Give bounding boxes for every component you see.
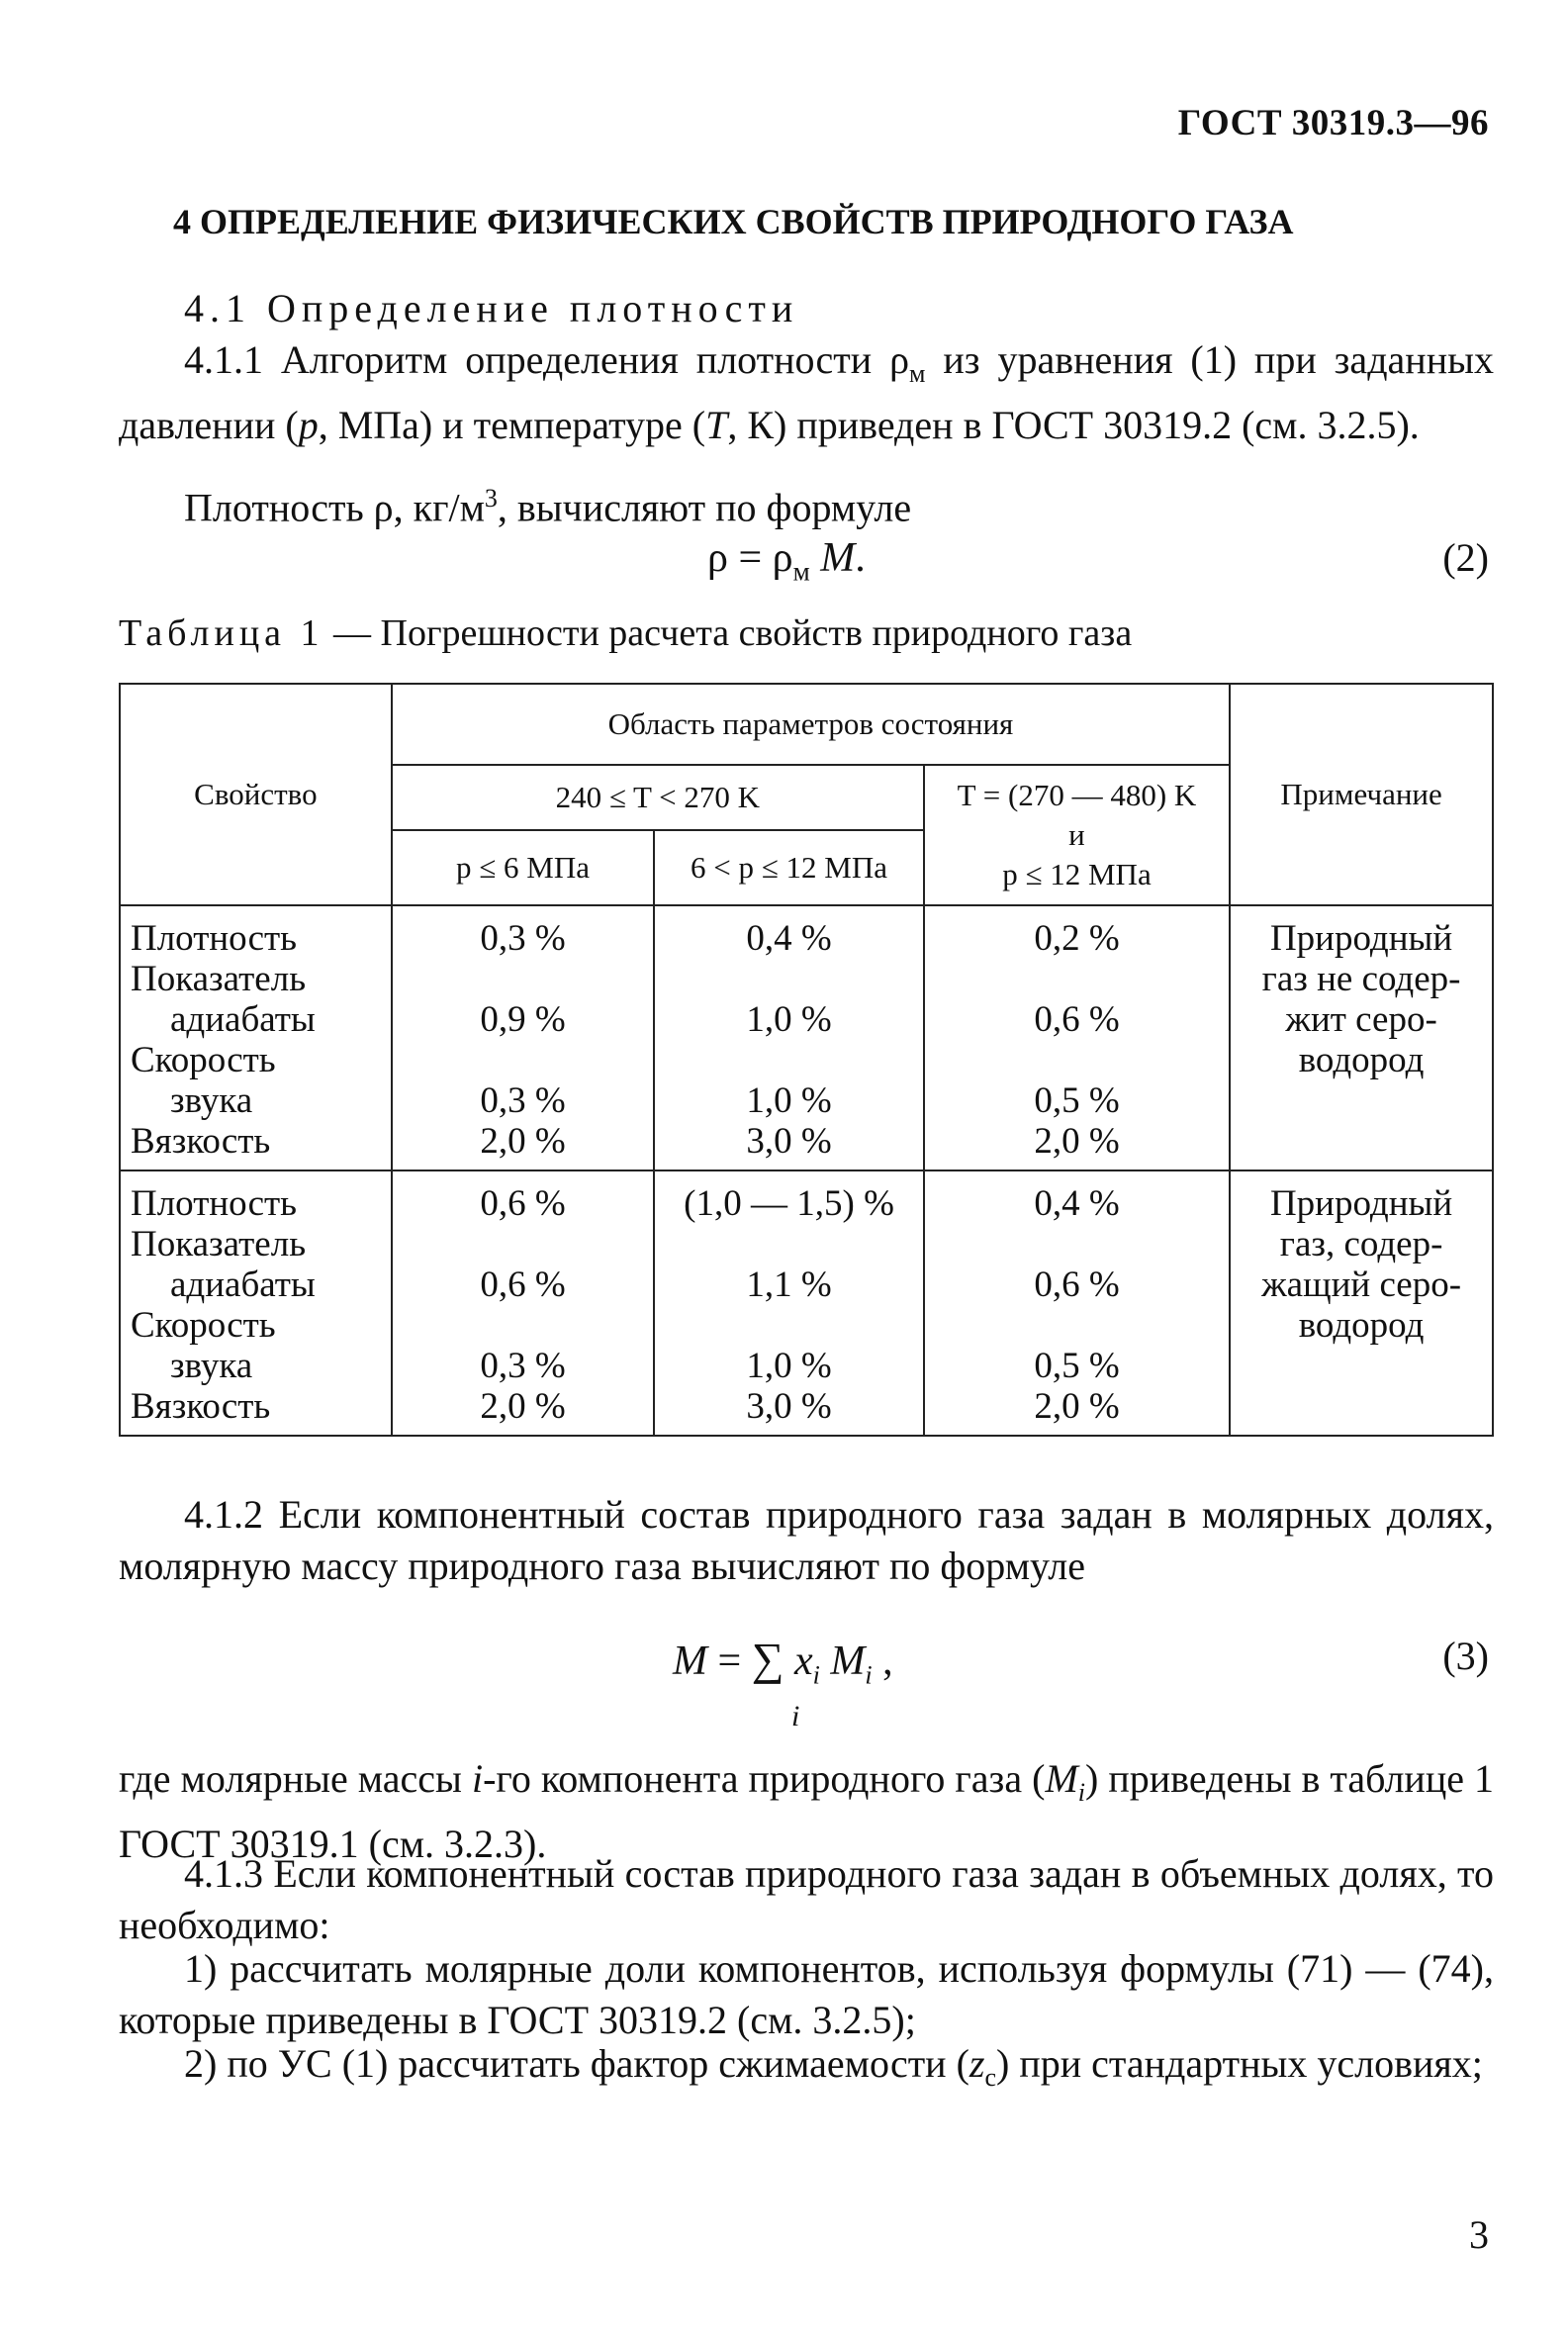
- value-cell: [393, 1305, 654, 1346]
- values-col1: [392, 1170, 655, 1436]
- formula3-index: i: [812, 1660, 820, 1690]
- density-text: Плотность ρ, кг/м: [184, 485, 485, 530]
- value-cell: [393, 1224, 654, 1264]
- header-range2: [924, 765, 1230, 905]
- property-name: Скорость: [131, 1040, 276, 1080]
- where-var: i: [471, 1756, 484, 1801]
- value-cell: 0,6 %: [1034, 1264, 1120, 1305]
- value-cell: [925, 959, 1229, 999]
- formula3-var: M: [830, 1638, 866, 1684]
- value-cell: 0,3 %: [480, 1346, 566, 1386]
- property-names: [120, 905, 392, 1170]
- page-number: 3: [1469, 2212, 1489, 2257]
- value-cell: [655, 1224, 922, 1264]
- value-cell: 2,0 %: [480, 1386, 566, 1427]
- paragraph-density: [119, 473, 1494, 533]
- value-cell: [925, 1305, 1229, 1346]
- table-caption-text: — Погрешности расчета свойств природного газа: [323, 612, 1133, 654]
- note-cell: [1230, 1170, 1493, 1436]
- p411-var-p: p: [298, 403, 319, 447]
- values-col2: [654, 1170, 923, 1436]
- value-cell: 1,0 %: [746, 1080, 832, 1121]
- value-cell: [655, 1305, 922, 1346]
- note-cell: [1230, 905, 1493, 1170]
- note-line: водород: [1298, 1040, 1425, 1080]
- paragraph-4-1-1: [119, 334, 1494, 451]
- p411-part: из уравнения (1) при заданных давлении (: [119, 337, 1494, 447]
- formula2-var: M: [820, 535, 856, 581]
- value-cell: [925, 1224, 1229, 1264]
- value-cell: 0,4 %: [1034, 1183, 1120, 1224]
- density-text: , вычисляют по формуле: [497, 485, 912, 530]
- property-name: Скорость: [131, 1305, 276, 1346]
- where-text: ) приведены в таблице 1 ГОСТ 30319.1 (см. 3.2.3).: [119, 1756, 1495, 1866]
- note-line: газ не содер-: [1261, 959, 1461, 999]
- formula2-part: .: [855, 535, 866, 581]
- value-cell: [655, 1040, 922, 1080]
- value-cell: 0,9 %: [480, 999, 566, 1040]
- formula-3: [673, 1633, 893, 1690]
- property-names: [120, 1170, 392, 1436]
- note-line: газ, содер-: [1279, 1224, 1443, 1264]
- header-range2-line: p ≤ 12 МПа: [1002, 857, 1152, 891]
- property-name: звука: [170, 1080, 253, 1121]
- property-name: звука: [170, 1346, 253, 1386]
- formula2-sub: м: [792, 556, 810, 587]
- note-line: жит серо-: [1285, 999, 1437, 1040]
- value-cell: 0,5 %: [1034, 1346, 1120, 1386]
- header-note: Примечание: [1230, 684, 1493, 905]
- value-cell: 1,0 %: [746, 1346, 832, 1386]
- value-cell: 1,1 %: [746, 1264, 832, 1305]
- item2-text: 2) по УС (1) рассчитать фактор сжимаемости (: [184, 2041, 969, 2086]
- value-cell: 0,5 %: [1034, 1080, 1120, 1121]
- values-col1: [392, 905, 655, 1170]
- value-cell: 3,0 %: [746, 1121, 832, 1162]
- property-name: Вязкость: [131, 1121, 271, 1162]
- value-cell: 1,0 %: [746, 999, 832, 1040]
- value-cell: [655, 959, 922, 999]
- value-cell: 0,3 %: [480, 1080, 566, 1121]
- values-col2: [654, 905, 923, 1170]
- property-name: Вязкость: [131, 1386, 271, 1427]
- property-name: Плотность: [131, 918, 298, 959]
- note-line: Природный: [1269, 1183, 1453, 1224]
- header-sub2: 6 < p ≤ 12 МПа: [654, 830, 923, 905]
- formula3-part: =: [707, 1638, 752, 1684]
- where-var: M: [1045, 1756, 1078, 1801]
- density-sup: 3: [484, 484, 498, 513]
- formula3-var: M: [673, 1638, 707, 1684]
- equation-number-2: (2): [1442, 535, 1489, 580]
- value-cell: 0,3 %: [480, 918, 566, 959]
- value-cell: [925, 1040, 1229, 1080]
- item2-var: z: [968, 2041, 985, 2086]
- formula3-part: ,: [872, 1638, 893, 1684]
- header-area: Область параметров состояния: [392, 684, 1230, 765]
- property-name: Показатель: [131, 959, 307, 999]
- p411-part: , К) приведен в ГОСТ 30319.2 (см. 3.2.5).: [727, 403, 1420, 447]
- value-cell: 2,0 %: [1034, 1386, 1120, 1427]
- value-cell: [393, 959, 654, 999]
- property-name: Плотность: [131, 1183, 298, 1224]
- paragraph-4-1-2: 4.1.2 Если компонентный состав природного газа задан в молярных долях, молярную массу природного газа вычисляют по формуле: [119, 1492, 1494, 1588]
- formula3-sum: ∑: [751, 1634, 784, 1684]
- values-col3: [924, 905, 1230, 1170]
- value-cell: 0,6 %: [1034, 999, 1120, 1040]
- where-text: где молярные массы: [119, 1756, 472, 1801]
- p411-var-t: T: [705, 403, 728, 447]
- document-header: ГОСТ 30319.3—96: [1177, 103, 1489, 143]
- where-text: -го компонента природного газа (: [483, 1756, 1046, 1801]
- where-index: i: [1077, 1778, 1086, 1807]
- paragraph-4-1-3: 4.1.3 Если компонентный состав природного газа задан в объемных долях, то необходимо:: [119, 1851, 1494, 1947]
- value-cell: 0,4 %: [746, 918, 832, 959]
- property-name: Показатель: [131, 1224, 307, 1264]
- list-item-2: [119, 2038, 1494, 2104]
- formula3-sum-index-text: i: [791, 1700, 800, 1732]
- p411-part: , МПа) и температуре (: [318, 403, 706, 447]
- property-name: адиабаты: [170, 999, 316, 1040]
- error-table: [119, 683, 1494, 1437]
- header-range2-line: и: [1068, 817, 1085, 852]
- value-cell: 0,6 %: [480, 1264, 566, 1305]
- value-cell: 0,6 %: [480, 1183, 566, 1224]
- p411-part: 4.1.1 Алгоритм определения плотности ρ: [184, 337, 910, 382]
- header-sub1: p ≤ 6 МПа: [392, 830, 655, 905]
- note-line: Природный: [1269, 918, 1453, 959]
- equation-number-3: (3): [1442, 1634, 1489, 1678]
- section-title: 4 ОПРЕДЕЛЕНИЕ ФИЗИЧЕСКИХ СВОЙСТВ ПРИРОДНОГО ГАЗА: [173, 202, 1294, 241]
- formula-2: [707, 534, 866, 587]
- table-row: [120, 905, 1493, 1170]
- value-cell: [393, 1040, 654, 1080]
- header-range1: 240 ≤ T < 270 K: [392, 765, 924, 830]
- value-cell: 2,0 %: [480, 1121, 566, 1162]
- formula2-part: ρ = ρ: [707, 535, 793, 581]
- table-caption-label: Таблица 1: [119, 612, 324, 654]
- header-range2-line: T = (270 — 480) K: [957, 778, 1197, 812]
- item2-text: ) при стандартных условиях;: [996, 2041, 1483, 2086]
- value-cell: 3,0 %: [746, 1386, 832, 1427]
- formula3-var: x: [793, 1638, 813, 1684]
- note-line: жащий серо-: [1261, 1264, 1462, 1305]
- subsection-heading-text: 4.1 Определение плотности: [184, 286, 799, 330]
- list-item-1: 1) рассчитать молярные доли компонентов, используя формулы (71) — (74), которые приведены в ГОСТ 30319.2 (см. 3.2.5);: [119, 1946, 1494, 2042]
- formula3-index: i: [865, 1660, 873, 1690]
- p411-sub: м: [909, 359, 926, 388]
- value-cell: 2,0 %: [1034, 1121, 1120, 1162]
- values-col3: [924, 1170, 1230, 1436]
- formula3-sum-index: [791, 1700, 799, 1733]
- table-caption: [119, 611, 1132, 655]
- item2-sub: c: [984, 2063, 997, 2092]
- value-cell: 0,2 %: [1034, 918, 1120, 959]
- property-name: адиабаты: [170, 1264, 316, 1305]
- value-cell: (1,0 — 1,5) %: [684, 1183, 894, 1224]
- header-property: Свойство: [120, 684, 392, 905]
- table-row: [120, 1170, 1493, 1436]
- subsection-heading: [119, 283, 1494, 334]
- note-line: водород: [1298, 1305, 1425, 1346]
